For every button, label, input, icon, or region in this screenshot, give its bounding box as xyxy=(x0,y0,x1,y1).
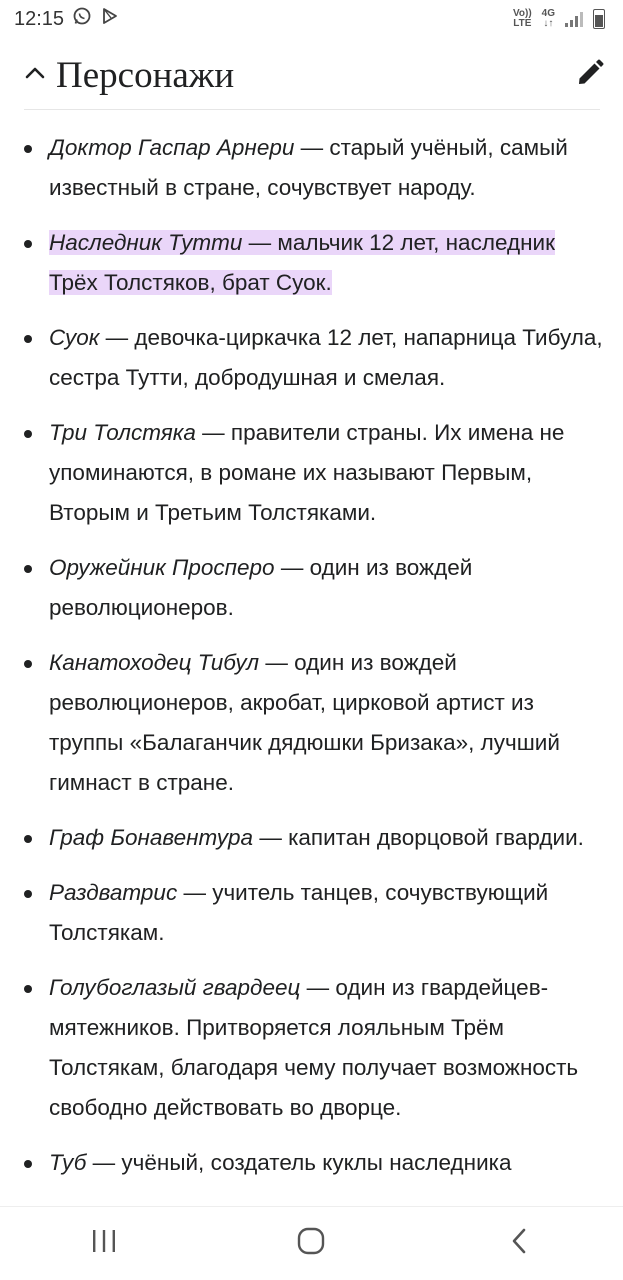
navigation-bar xyxy=(0,1206,623,1280)
section-toggle[interactable] xyxy=(24,54,234,97)
section-title: Персонажи xyxy=(56,55,235,96)
list-item xyxy=(22,548,607,628)
bullet xyxy=(24,1160,32,1168)
bullet xyxy=(24,430,32,438)
character-description: — правители страны. Их имена не упоминаются, в романе их называют Первым, Вторым и Третьим Толстяками. xyxy=(49,420,565,525)
volte-indicator: Vo)) LTE xyxy=(512,8,532,29)
home-icon xyxy=(296,1226,326,1261)
character-name: Оружейник Просперо xyxy=(49,555,275,580)
signal-icon xyxy=(565,11,583,27)
character-description: — капитан дворцовой гвардии. xyxy=(253,825,584,850)
bullet xyxy=(24,660,32,668)
character-name: Раздватрис xyxy=(49,880,178,905)
list-item xyxy=(22,128,607,208)
character-name: Канатоходец Тибул xyxy=(49,650,260,675)
character-name: Наследник Тутти xyxy=(49,230,243,255)
play-store-icon xyxy=(100,6,120,32)
list-item xyxy=(22,873,607,953)
edit-section-button[interactable] xyxy=(572,58,608,94)
character-description: — мальчик 12 лет, наследник Трёх Толстяков, брат Суок. xyxy=(49,230,555,295)
section-header xyxy=(24,42,600,110)
recents-icon xyxy=(90,1228,118,1259)
list-item xyxy=(22,413,607,533)
battery-icon xyxy=(593,9,605,29)
character-name: Доктор Гаспар Арнери xyxy=(49,135,295,160)
character-list xyxy=(22,128,607,1183)
back-button[interactable] xyxy=(489,1219,549,1269)
bullet xyxy=(24,835,32,843)
back-icon xyxy=(509,1227,529,1260)
character-description: — один из гвардейцев-мятежников. Притворяется лояльным Трём Толстякам, благодаря чему получает возможность свободно действовать во дворце. xyxy=(49,975,579,1120)
character-name: Голубоглазый гвардеец xyxy=(49,975,301,1000)
character-description: — учитель танцев, сочувствующий Толстякам. xyxy=(49,880,549,945)
bullet xyxy=(24,335,32,343)
bullet xyxy=(24,240,32,248)
bullet xyxy=(24,985,32,993)
bullet xyxy=(24,890,32,898)
list-item xyxy=(22,1143,607,1183)
character-name: Три Толстяка xyxy=(49,420,196,445)
character-description: — один из вождей революционеров. xyxy=(49,555,473,620)
chevron-up-icon[interactable] xyxy=(24,62,46,89)
character-description: — старый учёный, самый известный в стране, сочувствует народу. xyxy=(49,135,568,200)
whatsapp-icon xyxy=(72,6,92,32)
bullet xyxy=(24,565,32,573)
character-description: — один из вождей революционеров, акробат, цирковой артист из труппы «Балаганчик дядюшки Бризака», лучший гимнаст в стране. xyxy=(49,650,560,795)
list-item xyxy=(22,643,607,803)
article-content xyxy=(22,128,607,1204)
list-item-highlighted xyxy=(22,223,607,303)
list-item xyxy=(22,818,607,858)
pencil-icon xyxy=(575,58,605,93)
character-name: Граф Бонавентура xyxy=(49,825,254,850)
list-item xyxy=(22,968,607,1128)
list-item xyxy=(22,318,607,398)
character-name: Туб xyxy=(49,1150,87,1175)
bullet xyxy=(24,145,32,153)
character-description: — учёный, создатель куклы наследника xyxy=(86,1150,512,1175)
character-description: — девочка-циркачка 12 лет, напарница Тибула, сестра Тутти, добродушная и смелая. xyxy=(49,325,603,390)
status-bar xyxy=(0,0,623,38)
recents-button[interactable] xyxy=(74,1219,134,1269)
network-indicator: 4G ↓↑ xyxy=(541,8,555,29)
home-button[interactable] xyxy=(281,1219,341,1269)
status-time: 12:15 xyxy=(14,7,65,30)
character-name: Суок xyxy=(49,325,100,350)
